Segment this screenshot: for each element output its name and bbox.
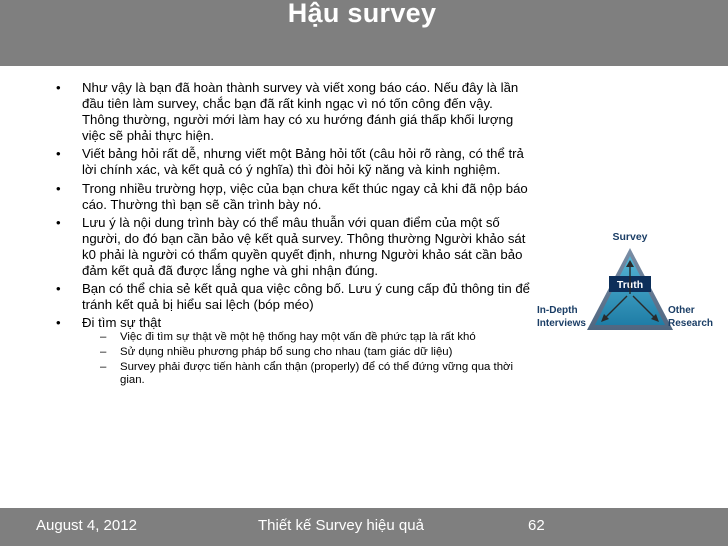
bullet-text: Đi tìm sự thật xyxy=(82,315,162,331)
other-label: Other xyxy=(668,305,695,316)
footer-bar xyxy=(0,508,728,546)
slide-content xyxy=(56,80,532,390)
bullet-text: Trong nhiều trường hợp, việc của bạn chưa kết thúc ngay cả khi đã nộp báo cáo. Thường thì bạn sẽ cần trình bày nó. xyxy=(82,180,528,212)
bullet-dot: • xyxy=(56,281,61,297)
slide-title: Hậu survey xyxy=(287,0,437,28)
bullet-dot: • xyxy=(56,214,61,230)
bullet-text: Bạn có thể chia sẻ kết quả qua việc công bố. Lưu ý cung cấp đủ thông tin để tránh kết quả bị hiểu sai lệch (bóp méo) xyxy=(82,281,530,313)
sub-bullet-text: Sử dụng nhiều phương pháp bổ sung cho nhau (tam giác dữ liệu) xyxy=(120,346,453,358)
sub-bullet-text: Việc đi tìm sự thật về một hệ thống hay một vấn đề phức tạp là rất khó xyxy=(120,331,476,344)
bullet-item xyxy=(56,146,532,178)
bullet-list xyxy=(56,80,532,388)
bullet-dot: • xyxy=(56,80,61,95)
footer-title: Thiết kế Survey hiệu quả xyxy=(258,517,424,534)
bullet-item xyxy=(56,215,532,279)
sub-bullet-item xyxy=(90,346,532,360)
sub-bullet-item xyxy=(90,361,532,388)
page-number: 62 xyxy=(528,517,545,534)
bullet-item xyxy=(56,281,532,313)
sub-bullet-list xyxy=(82,331,532,387)
truth-label: Truth xyxy=(616,279,644,291)
bullet-item xyxy=(56,80,532,144)
bullet-item xyxy=(56,181,532,213)
bullet-text: Lưu ý là nội dung trình bày có thể mâu thuẫn với quan điểm của một số người, do đó bạn cần bảo vệ kết quả survey. Thông thường Người khảo sát k0 phải là người có thẩm quyền quyết định, nhưng Người khảo sát cần bảo đảm kết quả đã được lắng nghe và ghi nhận đúng. xyxy=(82,214,526,279)
bullet-item xyxy=(56,315,532,387)
sub-bullet-item xyxy=(90,331,532,345)
truth-triangle-diagram xyxy=(535,226,725,336)
sub-bullet-dash: – xyxy=(100,331,107,344)
title-bar xyxy=(0,0,728,66)
research-label: Research xyxy=(668,318,714,329)
survey-label: Survey xyxy=(612,231,648,243)
bullet-text: Viết bảng hỏi rất dễ, nhưng viết một Bảng hỏi tốt (câu hỏi rõ ràng, có thể trả lời chính xác, và kết quả có ý nghĩa) thì đòi hỏi kỹ năng và kinh nghiệm. xyxy=(82,146,524,178)
interviews-label: Interviews xyxy=(537,318,586,329)
sub-bullet-dash: – xyxy=(100,346,107,358)
bullet-dot: • xyxy=(56,315,61,331)
footer-date: August 4, 2012 xyxy=(36,517,137,534)
triangle-graphic xyxy=(535,226,725,336)
bullet-dot: • xyxy=(56,180,61,196)
bullet-dot: • xyxy=(56,146,61,162)
sub-bullet-text: Survey phải được tiến hành cẩn thận (properly) để có thể đứng vững qua thời gian. xyxy=(120,360,514,387)
in-depth-label: In-Depth xyxy=(537,305,578,316)
bullet-text: Như vậy là bạn đã hoàn thành survey và viết xong báo cáo. Nếu đây là lần đầu tiên làm survey, chắc bạn đã rất kinh ngạc vì nó tốn công đến vậy. Thông thường, người mới làm hay có xu hướng đánh giá thấp khối lượng việc sẽ phải thực hiện. xyxy=(82,80,519,144)
sub-bullet-dash: – xyxy=(100,360,107,373)
